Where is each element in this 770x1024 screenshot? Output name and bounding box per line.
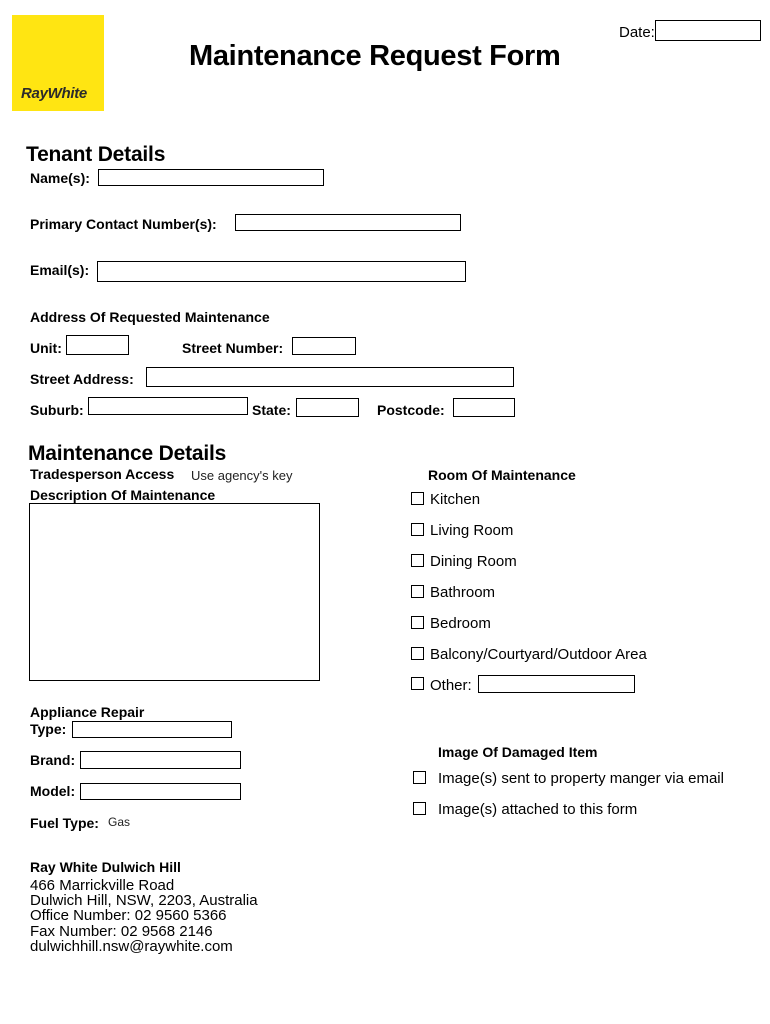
office-name: Ray White Dulwich Hill (30, 859, 181, 875)
date-field[interactable] (655, 20, 761, 41)
room-heading: Room Of Maintenance (428, 467, 576, 483)
bedroom-checkbox[interactable] (411, 616, 424, 629)
names-label: Name(s): (30, 170, 90, 186)
fax-number: Fax Number: 02 9568 2146 (30, 923, 213, 940)
phone-label: Primary Contact Number(s): (30, 216, 217, 232)
balcony-checkbox[interactable] (411, 647, 424, 660)
tradesperson-access-label: Tradesperson Access (30, 466, 175, 482)
description-textarea[interactable] (29, 503, 320, 681)
brand-field[interactable] (80, 751, 241, 769)
bathroom-checkbox[interactable] (411, 585, 424, 598)
street-address-label: Street Address: (30, 371, 134, 387)
email-label: Email(s): (30, 262, 90, 278)
description-label: Description Of Maintenance (30, 487, 216, 503)
living-room-label: Living Room (430, 522, 514, 539)
image-attached-label: Image(s) attached to this form (438, 801, 638, 818)
fuel-type-label: Fuel Type: (30, 815, 99, 831)
unit-field[interactable] (66, 335, 129, 355)
date-label: Date: (619, 24, 655, 41)
raywhite-logo (12, 15, 104, 111)
office-address2: Dulwich Hill, NSW, 2203, Australia (30, 892, 258, 909)
state-label: State: (252, 402, 291, 418)
type-label: Type: (30, 721, 67, 737)
image-email-checkbox[interactable] (413, 771, 426, 784)
balcony-label: Balcony/Courtyard/Outdoor Area (430, 646, 647, 663)
kitchen-checkbox[interactable] (411, 492, 424, 505)
phone-field[interactable] (235, 214, 461, 231)
image-attached-checkbox[interactable] (413, 802, 426, 815)
street-number-label: Street Number: (182, 340, 284, 356)
maintenance-details-heading: Maintenance Details (28, 442, 227, 465)
tradesperson-access-value[interactable]: Use agency's key (191, 468, 293, 483)
kitchen-label: Kitchen (430, 491, 481, 508)
logo-text: RayWhite (21, 85, 87, 102)
postcode-label: Postcode: (377, 402, 445, 418)
street-number-field[interactable] (292, 337, 356, 355)
address-heading: Address Of Requested Maintenance (30, 309, 270, 325)
street-address-field[interactable] (146, 367, 514, 387)
office-email[interactable]: dulwichhill.nsw@raywhite.com (30, 938, 233, 955)
unit-label: Unit: (30, 340, 62, 356)
bathroom-label: Bathroom (430, 584, 496, 601)
page-title: Maintenance Request Form (189, 40, 561, 72)
tenant-details-heading: Tenant Details (26, 143, 166, 166)
fuel-type-value[interactable]: Gas (108, 815, 131, 829)
state-field[interactable] (296, 398, 359, 417)
suburb-field[interactable] (88, 397, 248, 415)
image-heading: Image Of Damaged Item (438, 744, 598, 760)
names-field[interactable] (98, 169, 324, 186)
brand-label: Brand: (30, 752, 76, 768)
suburb-label: Suburb: (30, 402, 84, 418)
other-checkbox[interactable] (411, 677, 424, 690)
bedroom-label: Bedroom (430, 615, 491, 632)
type-field[interactable] (72, 721, 232, 738)
other-field[interactable] (478, 675, 635, 693)
image-email-label: Image(s) sent to property manger via email (438, 770, 724, 787)
office-address1: 466 Marrickville Road (30, 877, 175, 894)
office-number: Office Number: 02 9560 5366 (30, 907, 227, 924)
other-label: Other: (430, 677, 472, 694)
appliance-repair-heading: Appliance Repair (30, 704, 145, 720)
model-field[interactable] (80, 783, 241, 800)
dining-room-label: Dining Room (430, 553, 517, 570)
living-room-checkbox[interactable] (411, 523, 424, 536)
email-field[interactable] (97, 261, 466, 282)
postcode-field[interactable] (453, 398, 515, 417)
model-label: Model: (30, 783, 76, 799)
dining-room-checkbox[interactable] (411, 554, 424, 567)
